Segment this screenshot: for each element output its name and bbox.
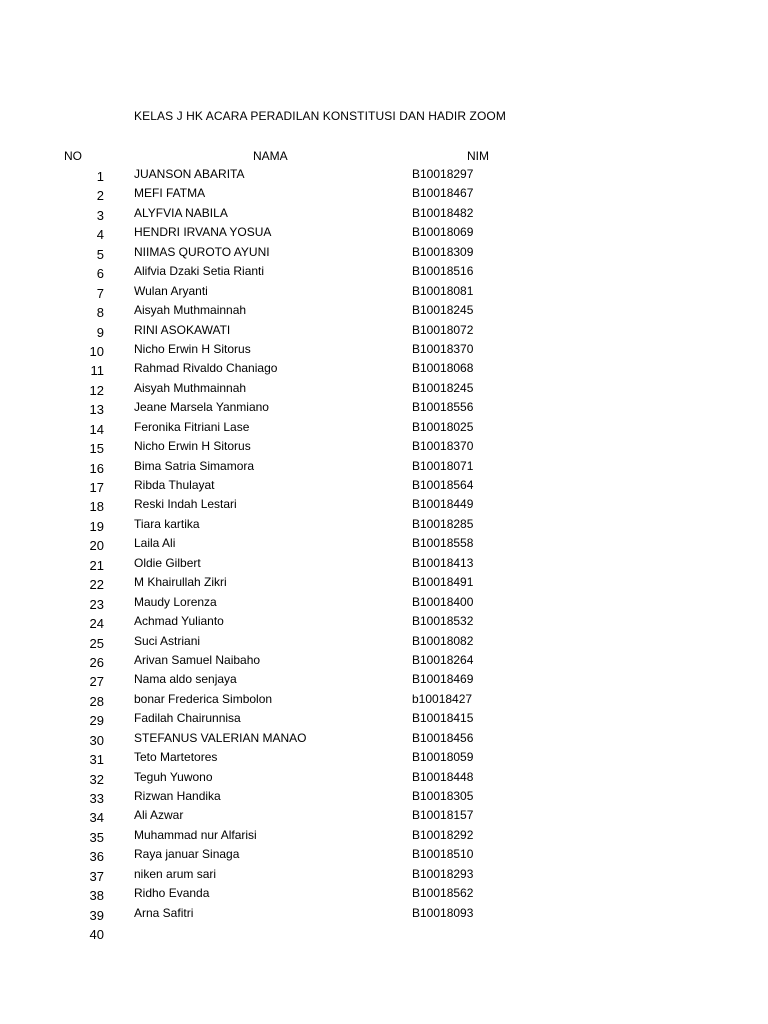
row-number: 13 (89, 402, 104, 418)
student-nim: B10018245 (412, 303, 474, 318)
student-name: Reski Indah Lestari (134, 497, 237, 512)
row-number: 27 (89, 674, 104, 690)
row-number: 7 (96, 285, 104, 301)
table-row (0, 459, 768, 478)
student-name: Jeane Marsela Yanmiano (134, 400, 269, 415)
table-row (0, 847, 768, 866)
student-name: Nicho Erwin H Sitorus (134, 341, 251, 356)
student-name: JUANSON ABARITA (134, 167, 245, 181)
attendance-table (0, 167, 768, 945)
student-name: M Khairullah Zikri (134, 575, 227, 590)
table-row (0, 420, 768, 439)
table-row (0, 284, 768, 303)
row-number: 12 (89, 382, 104, 398)
student-nim: B10018491 (412, 575, 474, 590)
row-number: 39 (89, 907, 104, 923)
row-number: 21 (89, 557, 104, 573)
document-title: KELAS J HK ACARA PERADILAN KONSTITUSI DAN HADIR ZOOM (134, 109, 506, 123)
student-name: Arna Safitri (134, 905, 194, 920)
table-row (0, 478, 768, 497)
student-nim: B10018556 (412, 400, 474, 415)
row-number: 10 (89, 343, 104, 359)
student-nim: B10018069 (412, 225, 474, 240)
table-row (0, 692, 768, 711)
table-row (0, 517, 768, 536)
student-nim: b10018427 (412, 691, 473, 706)
table-row (0, 556, 768, 575)
table-row (0, 634, 768, 653)
table-row (0, 225, 768, 244)
table-row (0, 186, 768, 205)
student-name: niken arum sari (134, 866, 217, 881)
student-nim: B10018558 (412, 536, 474, 551)
student-name: Suci Astriani (134, 633, 201, 648)
student-name: Nama aldo senjaya (134, 672, 237, 687)
column-header-nim: NIM (467, 149, 489, 163)
row-number: 14 (89, 421, 104, 437)
row-number: 29 (89, 713, 104, 729)
student-name: Ridho Evanda (134, 886, 210, 901)
table-row (0, 303, 768, 322)
student-name: Ribda Thulayat (134, 478, 215, 492)
table-row (0, 672, 768, 691)
student-nim: B10018562 (412, 886, 474, 901)
student-name: Wulan Aryanti (134, 283, 208, 298)
student-name: MEFI FATMA (134, 186, 206, 201)
student-name: Arivan Samuel Naibaho (134, 652, 261, 667)
row-number: 22 (89, 577, 104, 593)
student-name: Maudy Lorenza (134, 594, 217, 609)
table-row (0, 245, 768, 264)
table-row (0, 342, 768, 361)
row-number: 40 (89, 927, 104, 943)
student-nim: B10018456 (412, 730, 474, 745)
student-nim: B10018081 (412, 283, 474, 298)
table-row (0, 167, 768, 186)
row-number: 17 (89, 480, 104, 495)
student-nim: B10018532 (412, 614, 474, 629)
table-row (0, 361, 768, 380)
student-nim: B10018467 (412, 186, 474, 201)
row-number: 20 (89, 538, 104, 554)
row-number: 32 (89, 771, 104, 787)
table-row (0, 381, 768, 400)
student-nim: B10018469 (412, 672, 474, 687)
table-row (0, 925, 768, 944)
student-name: Raya januar Sinaga (134, 847, 240, 862)
student-name: Nicho Erwin H Sitorus (134, 439, 251, 454)
student-name: Teto Martetores (134, 750, 218, 765)
row-number: 31 (89, 752, 104, 768)
table-row (0, 323, 768, 342)
student-nim: B10018305 (412, 789, 474, 803)
student-nim: B10018071 (412, 458, 474, 473)
student-name: STEFANUS VALERIAN MANAO (134, 730, 307, 745)
student-name: Alifvia Dzaki Setia Rianti (134, 264, 265, 279)
student-name: Laila Ali (134, 536, 176, 551)
row-number: 11 (90, 363, 104, 379)
row-number: 6 (96, 266, 104, 282)
student-name: HENDRI IRVANA YOSUA (134, 225, 272, 240)
student-nim: B10018309 (412, 244, 474, 259)
student-name: Feronika Fitriani Lase (134, 419, 250, 434)
student-nim: B10018564 (412, 478, 474, 492)
student-nim: B10018516 (412, 264, 474, 279)
student-nim: B10018510 (412, 847, 474, 862)
row-number: 3 (96, 207, 104, 223)
table-row (0, 497, 768, 516)
student-name: Rizwan Handika (134, 789, 221, 803)
column-header-nama: NAMA (253, 149, 288, 163)
student-name: RINI ASOKAWATI (134, 322, 231, 337)
student-name: ALYFVIA NABILA (134, 205, 228, 220)
table-row (0, 595, 768, 614)
table-row (0, 400, 768, 419)
table-row (0, 731, 768, 750)
student-nim: B10018400 (412, 594, 474, 609)
column-header-no: NO (64, 149, 82, 163)
student-nim: B10018068 (412, 361, 474, 376)
student-nim: B10018245 (412, 380, 474, 395)
row-number: 36 (89, 849, 104, 865)
row-number: 28 (89, 693, 104, 709)
row-number: 8 (96, 305, 104, 321)
table-row (0, 575, 768, 594)
row-number: 2 (96, 188, 104, 204)
student-nim: B10018370 (412, 341, 474, 356)
student-nim: B10018297 (412, 167, 474, 181)
student-name: Muhammad nur Alfarisi (134, 827, 257, 842)
student-nim: B10018082 (412, 633, 474, 648)
table-row (0, 906, 768, 925)
table-row (0, 789, 768, 808)
student-name: Tiara kartika (134, 516, 200, 531)
row-number: 15 (89, 441, 104, 457)
student-nim: B10018093 (412, 905, 474, 920)
row-number: 23 (89, 596, 104, 612)
table-row (0, 536, 768, 555)
row-number: 5 (96, 246, 104, 262)
student-name: Aisyah Muthmainnah (134, 380, 247, 395)
row-number: 25 (89, 635, 104, 651)
row-number: 9 (96, 324, 104, 340)
student-name: bonar Frederica Simbolon (134, 691, 273, 706)
row-number: 26 (89, 654, 104, 670)
row-number: 37 (89, 868, 104, 884)
table-row (0, 439, 768, 458)
table-row (0, 886, 768, 905)
row-number: 34 (89, 810, 104, 826)
student-name: Fadilah Chairunnisa (134, 711, 241, 726)
row-number: 16 (89, 460, 104, 476)
student-nim: B10018059 (412, 750, 474, 765)
student-nim: B10018413 (412, 555, 474, 570)
student-name: Achmad Yulianto (134, 614, 224, 629)
row-number: 4 (96, 227, 104, 243)
row-number: 19 (89, 518, 104, 534)
student-name: Bima Satria Simamora (134, 458, 255, 473)
student-nim: B10018293 (412, 866, 474, 881)
student-nim: B10018415 (412, 711, 474, 726)
row-number: 33 (89, 791, 104, 806)
student-nim: B10018264 (412, 652, 474, 667)
table-row (0, 750, 768, 769)
student-nim: B10018025 (412, 419, 474, 434)
row-number: 30 (89, 732, 104, 748)
row-number: 24 (89, 616, 104, 632)
table-row (0, 614, 768, 633)
table-row (0, 828, 768, 847)
table-row (0, 867, 768, 886)
table-row (0, 653, 768, 672)
student-nim: B10018157 (412, 808, 474, 823)
student-nim: B10018370 (412, 439, 474, 454)
student-nim: B10018449 (412, 497, 474, 512)
table-row (0, 808, 768, 827)
student-name: Teguh Yuwono (134, 769, 213, 784)
student-nim: B10018482 (412, 205, 474, 220)
row-number: 35 (89, 829, 104, 845)
table-row (0, 770, 768, 789)
student-name: NIIMAS QUROTO AYUNI (134, 244, 270, 259)
table-row (0, 711, 768, 730)
row-number: 38 (89, 888, 104, 904)
row-number: 18 (89, 499, 104, 515)
student-name: Aisyah Muthmainnah (134, 303, 247, 318)
table-row (0, 264, 768, 283)
student-name: Ali Azwar (134, 808, 184, 823)
student-nim: B10018292 (412, 827, 474, 842)
table-row (0, 206, 768, 225)
student-name: Oldie Gilbert (134, 555, 201, 570)
student-nim: B10018448 (412, 769, 474, 784)
student-nim: B10018285 (412, 516, 474, 531)
student-name: Rahmad Rivaldo Chaniago (134, 361, 278, 376)
row-number: 1 (96, 169, 104, 184)
student-nim: B10018072 (412, 322, 474, 337)
